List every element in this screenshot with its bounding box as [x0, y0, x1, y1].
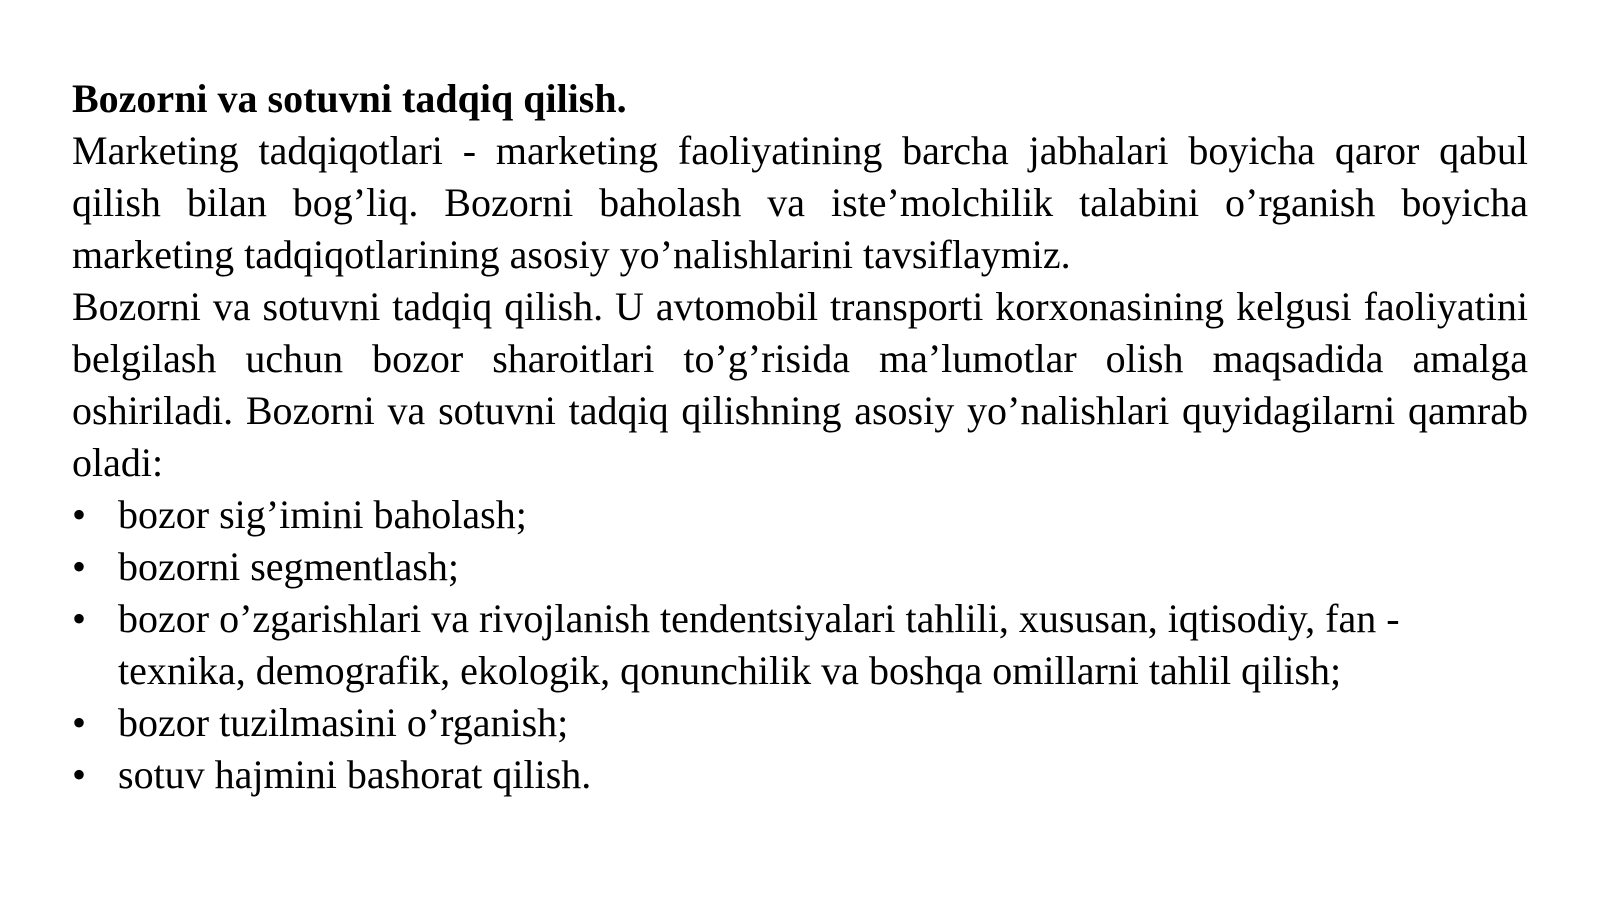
list-item-text: bozorni segmentlash;: [118, 544, 460, 589]
bullet-icon: •: [72, 752, 87, 797]
list-item: [72, 593, 1528, 697]
slide-content: [72, 73, 1528, 801]
bullet-icon: •: [72, 492, 87, 537]
paragraph-market-sales-research: Bozorni va sotuvni tadqiq qilish. U avtomobil transporti korxonasining kelgusi faoliyatini belgilash uchun bozor sharoitlari to’g’risida ma’lumotlar olish maqsadida amalga oshiriladi. Bozorni va sotuvni tadqiq qilishning asosiy yo’nalishlari quyidagilarni qamrab oladi:: [72, 284, 1528, 485]
list-item-text: sotuv hajmini bashorat qilish.: [118, 752, 592, 797]
bullet-icon: •: [72, 700, 87, 745]
list-item: [72, 749, 1528, 801]
list-item-text: bozor tuzilmasini o’rganish;: [118, 700, 569, 745]
bullet-list: [72, 489, 1528, 801]
list-item-text: bozor sig’imini baholash;: [118, 492, 527, 537]
list-item: [72, 541, 1528, 593]
paragraph-marketing-research: Marketing tadqiqotlari - marketing faoliyatining barcha jabhalari boyicha qaror qabul qilish bilan bog’liq. Bozorni baholash va iste’molchilik talabini o’rganish boyicha marketing tadqiqotlarining asosiy yo’nalishlarini tavsiflaymiz.: [72, 128, 1528, 277]
list-item: [72, 489, 1528, 541]
section-heading: Bozorni va sotuvni tadqiq qilish.: [72, 76, 627, 121]
bullet-icon: •: [72, 544, 87, 589]
list-item-text: bozor o’zgarishlari va rivojlanish tendentsiyalari tahlili, xususan, iqtisodiy, fan - texnika, demografik, ekologik, qonunchilik va boshqa omillarni tahlil qilish;: [118, 596, 1400, 693]
list-item: [72, 697, 1528, 749]
bullet-icon: •: [72, 596, 87, 641]
